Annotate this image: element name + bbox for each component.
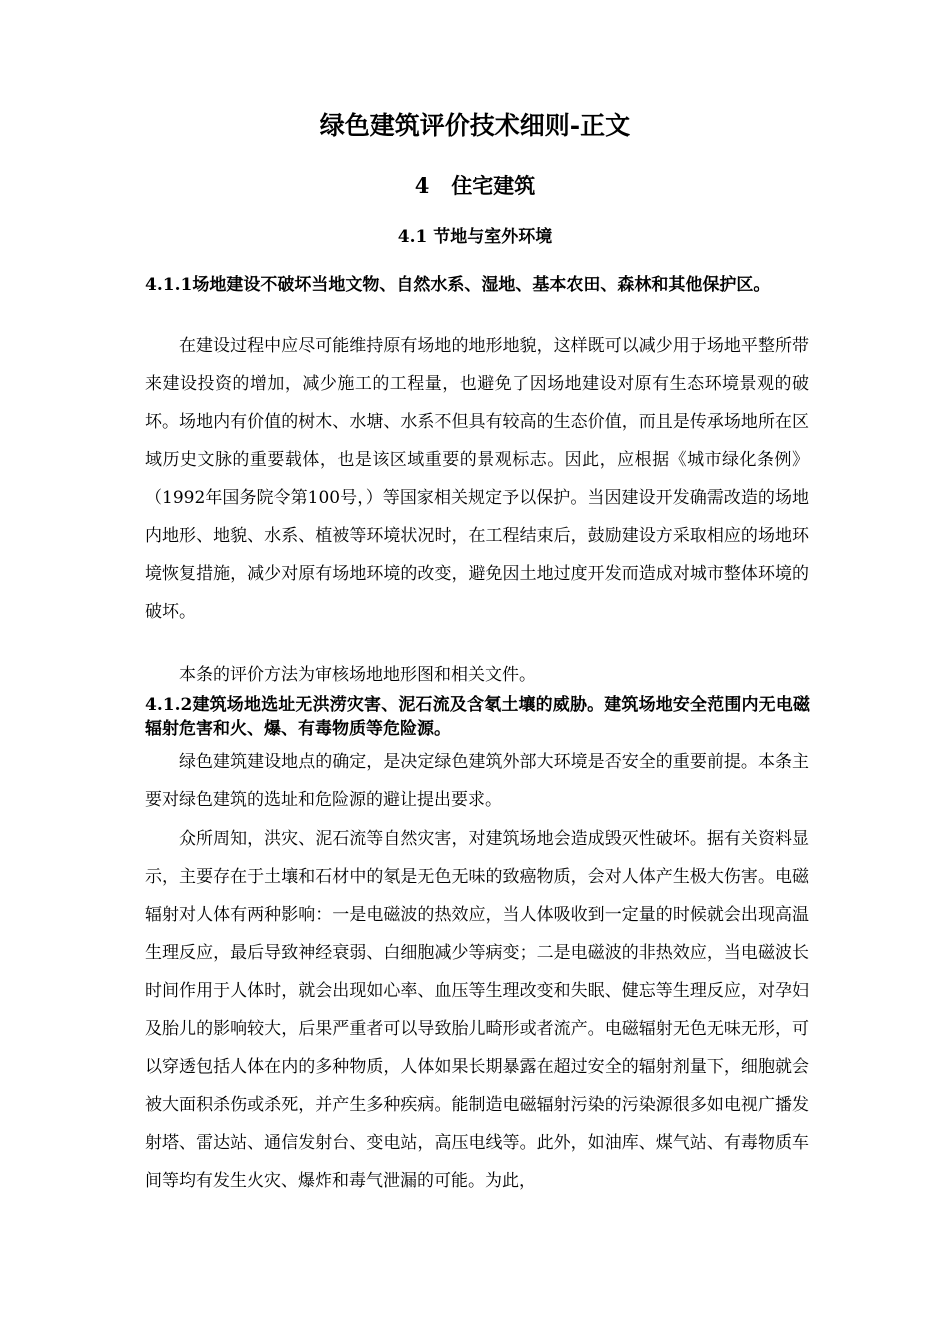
clause-heading-4-1-2: 4.1.2建筑场地选址无洪涝灾害、泥石流及含氡土壤的威胁。建筑场地安全范围内无电磁辐射危害和火、爆、有毒物质等危险源。: [145, 695, 810, 739]
chapter-title: 4 住宅建筑: [414, 173, 536, 198]
section-title: 4.1 节地与室外环境: [397, 227, 553, 247]
paragraph: 绿色建筑建设地点的确定，是决定绿色建筑外部大环境是否安全的重要前提。本条主要对绿色建筑的选址和危险源的避让提出要求。: [145, 752, 809, 810]
paragraph: 本条的评价方法为审核场地地形图和相关文件。: [179, 665, 536, 685]
paragraph: 在建设过程中应尽可能维持原有场地的地形地貌，这样既可以减少用于场地平整所带来建设投资的增加，减少施工的工程量，也避免了因场地建设对原有生态环境景观的破坏。场地内有价值的树木、水塘、水系不但具有较高的生态价值，而且是传承场地所在区域历史文脉的重要载体，也是该区域重要的景观标志。因此，应根据《城市绿化条例》（1992年国务院令第100号，）等国家相关规定予以保护。当因建设开发确需改造的场地内地形、地貌、水系、植被等环境状况时，在工程结束后，鼓励建设方采取相应的场地环境恢复措施，减少对原有场地环境的改变，避免因土地过度开发而造成对城市整体环境的破坏。: [145, 336, 809, 622]
document-title: 绿色建筑评价技术细则-正文: [319, 111, 631, 140]
clause-heading-4-1-1: 4.1.1场地建设不破坏当地文物、自然水系、湿地、基本农田、森林和其他保护区。: [145, 275, 771, 295]
paragraph: 众所周知，洪灾、泥石流等自然灾害，对建筑场地会造成毁灭性破坏。据有关资料显示，主要存在于土壤和石材中的氡是无色无味的致癌物质，会对人体产生极大伤害。电磁辐射对人体有两种影响：一是电磁波的热效应，当人体吸收到一定量的时候就会出现高温生理反应，最后导致神经衰弱、白细胞减少等病变；二是电磁波的非热效应，当电磁波长时间作用于人体时，就会出现如心率、血压等生理改变和失眠、健忘等生理反应，对孕妇及胎儿的影响较大，后果严重者可以导致胎儿畸形或者流产。电磁辐射无色无味无形，可以穿透包括人体在内的多种物质，人体如果长期暴露在超过安全的辐射剂量下，细胞就会被大面积杀伤或杀死，并产生多种疾病。能制造电磁辐射污染的污染源很多如电视广播发射塔、雷达站、通信发射台、变电站，高压电线等。此外，如油库、煤气站、有毒物质车间等均有发生火灾、爆炸和毒气泄漏的可能。为此，: [145, 829, 809, 1191]
